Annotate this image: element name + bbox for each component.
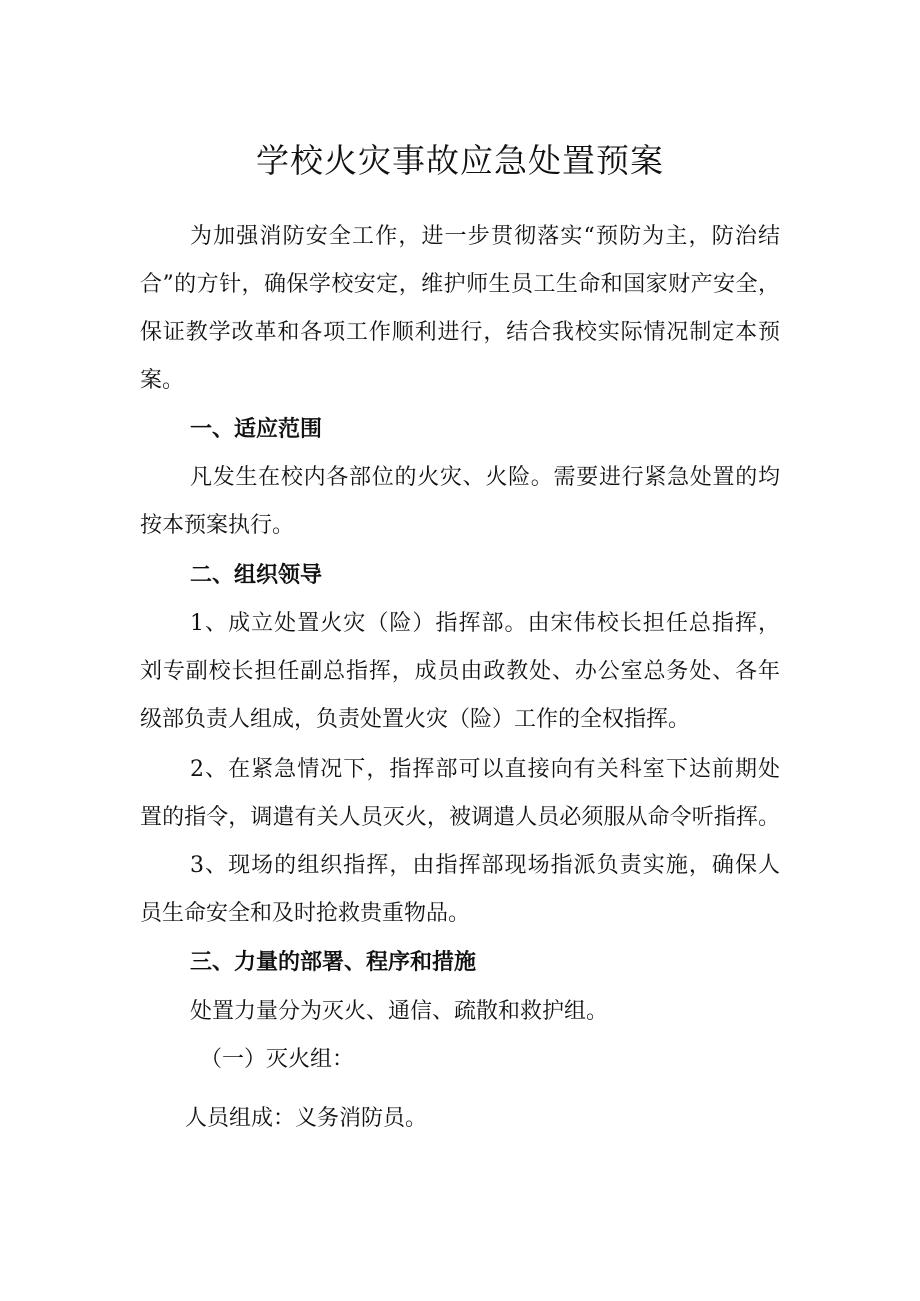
leadership-item-1-line-3: 级部负责人组成，负责处置火灾（险）工作的全权指挥。 — [140, 707, 691, 732]
section-heading-leadership: 二、组织领导 — [190, 563, 323, 588]
intro-line-1: 为加强消防安全工作，进一步贯彻落实“预防为主，防治结 — [190, 224, 780, 249]
subsection-fire-group: （一）灭火组： — [200, 1047, 355, 1072]
section-heading-deployment: 三、力量的部署、程序和措施 — [190, 950, 477, 975]
leadership-item-2-line-1: 2、在紧急情况下，指挥部可以直接向有关科室下达前期处 — [190, 757, 780, 782]
fire-group-members: 人员组成：义务消防员。 — [185, 1106, 428, 1131]
intro-line-4: 案。 — [140, 368, 185, 393]
deployment-line-1: 处置力量分为灭火、通信、疏散和救护组。 — [190, 999, 609, 1024]
section-heading-scope: 一、适应范围 — [190, 417, 323, 442]
leadership-item-1-line-2: 刘专副校长担任副总指挥，成员由政教处、办公室总务处、各年 — [140, 659, 780, 684]
leadership-item-1-line-1: 1、成立处置火灾（险）指挥部。由宋伟校长担任总指挥， — [190, 611, 780, 636]
intro-line-2: 合”的方针，确保学校安定，维护师生员工生命和国家财产安全， — [140, 272, 780, 297]
leadership-item-3-line-1: 3、现场的组织指挥，由指挥部现场指派负责实施，确保人 — [190, 853, 780, 878]
document-title: 学校火灾事故应急处置预案 — [256, 141, 664, 180]
scope-line-1: 凡发生在校内各部位的火灾、火险。需要进行紧急处置的均 — [190, 465, 780, 490]
scope-line-2: 按本预案执行。 — [140, 513, 295, 538]
leadership-item-3-line-2: 员生命安全和及时抢救贵重物品。 — [140, 901, 471, 926]
leadership-item-2-line-2: 置的指令，调遣有关人员灭火，被调遣人员必须服从命令听指挥。 — [140, 805, 780, 830]
intro-line-3: 保证教学改革和各项工作顺利进行，结合我校实际情况制定本预 — [140, 320, 780, 345]
